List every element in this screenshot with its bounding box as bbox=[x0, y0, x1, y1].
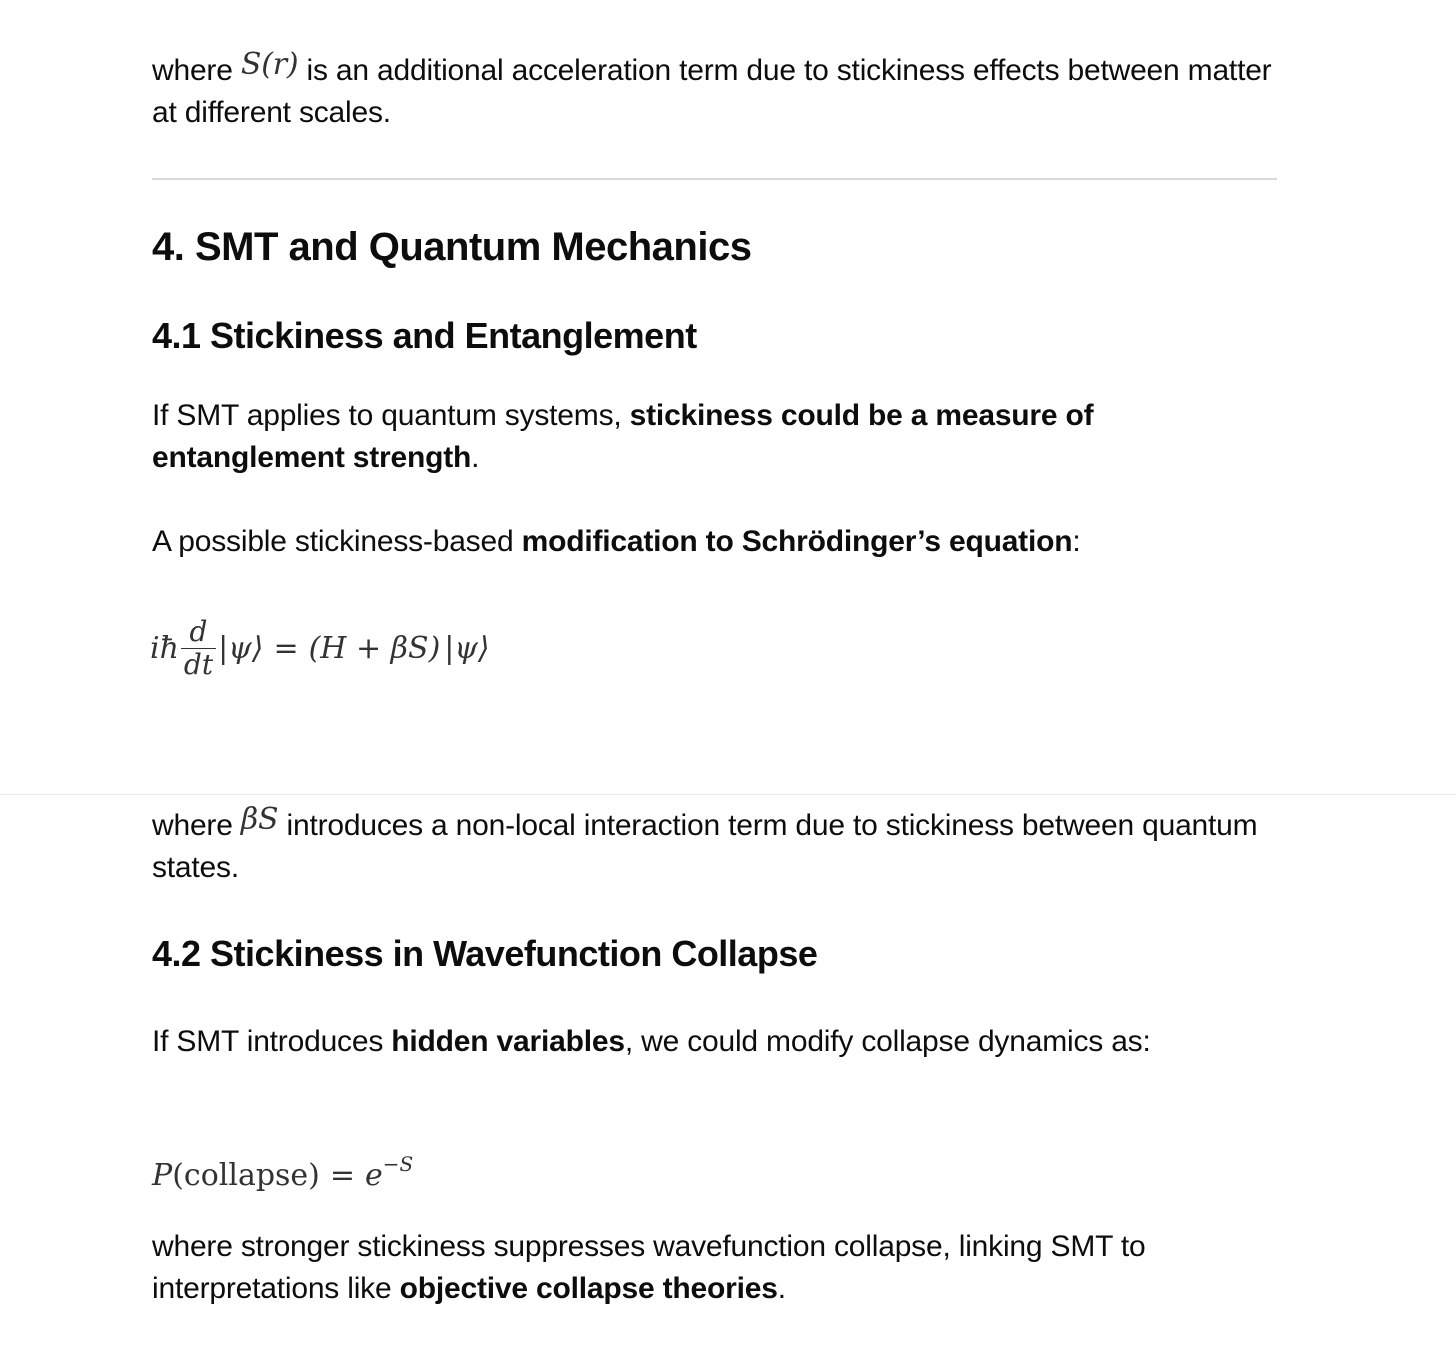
eq1-ih-bar: iħ bbox=[150, 631, 179, 666]
eq1-derivative-fraction bbox=[181, 616, 216, 681]
beta-s-paragraph bbox=[152, 802, 1282, 889]
section-4-heading: 4. SMT and Quantum Mechanics bbox=[152, 225, 752, 269]
hidden-bold-text: hidden variables bbox=[391, 1025, 625, 1058]
schrod-bold-text: modification to Schrödinger’s equation bbox=[521, 525, 1073, 558]
eq2-equals: = bbox=[329, 1158, 356, 1193]
hidden-variables-paragraph bbox=[152, 1021, 1252, 1063]
eq1-ket-left: |ψ⟩ bbox=[218, 631, 264, 666]
math-beta-s: βS bbox=[240, 802, 279, 837]
faint-separator bbox=[0, 794, 1456, 795]
entanglement-paragraph bbox=[152, 395, 1282, 479]
intro-rest-text: is an additional acceleration term due to stickiness effects between matter at different scales. bbox=[152, 54, 1272, 129]
subsection-4-1-heading: 4.1 Stickiness and Entanglement bbox=[152, 315, 697, 356]
entangle-post-text: . bbox=[471, 441, 480, 474]
eq2-base-e: e bbox=[365, 1158, 383, 1193]
hidden-pre-text: If SMT introduces bbox=[152, 1025, 392, 1058]
final-bold-text: objective collapse theories bbox=[399, 1272, 778, 1305]
eq1-equals: = bbox=[273, 631, 299, 666]
intro-paragraph bbox=[152, 47, 1282, 134]
eq2-p: P bbox=[152, 1158, 173, 1193]
beta-rest-text: introduces a non-local interaction term due to stickiness between quantum states. bbox=[152, 809, 1258, 884]
modified-schrodinger-equation bbox=[150, 616, 1280, 681]
eq1-frac-numerator: d bbox=[189, 615, 208, 648]
schrod-pre-text: A possible stickiness-based bbox=[152, 525, 522, 558]
eq1-frac-denominator: dt bbox=[183, 648, 214, 681]
entangle-bold-text: stickiness could be a measure of entanglement strength bbox=[152, 399, 1094, 474]
final-post-text: . bbox=[777, 1272, 786, 1305]
hidden-post-text: , we could modify collapse dynamics as: bbox=[624, 1025, 1151, 1058]
entangle-pre-text: If SMT applies to quantum systems, bbox=[152, 399, 630, 432]
final-paragraph bbox=[152, 1226, 1282, 1310]
subsection-4-2-heading: 4.2 Stickiness in Wavefunction Collapse bbox=[152, 933, 818, 974]
eq1-operator: (H + βS) bbox=[308, 631, 441, 666]
collapse-probability-equation: P (collapse) = e $^{-S}$ bbox=[152, 1151, 414, 1193]
beta-lead-text: where bbox=[152, 809, 241, 842]
math-s-of-r: S(r) bbox=[240, 47, 299, 82]
intro-lead-text: where bbox=[152, 54, 241, 87]
final-pre-text: where stronger stickiness suppresses wavefunction collapse, linking SMT to interpretations like bbox=[152, 1230, 1146, 1305]
section-divider bbox=[152, 178, 1277, 180]
schrod-post-text: : bbox=[1072, 525, 1081, 558]
eq1-ket-right: |ψ⟩ bbox=[444, 631, 490, 666]
schrodinger-paragraph bbox=[152, 521, 1282, 563]
eq2-argument: (collapse) bbox=[172, 1158, 320, 1193]
